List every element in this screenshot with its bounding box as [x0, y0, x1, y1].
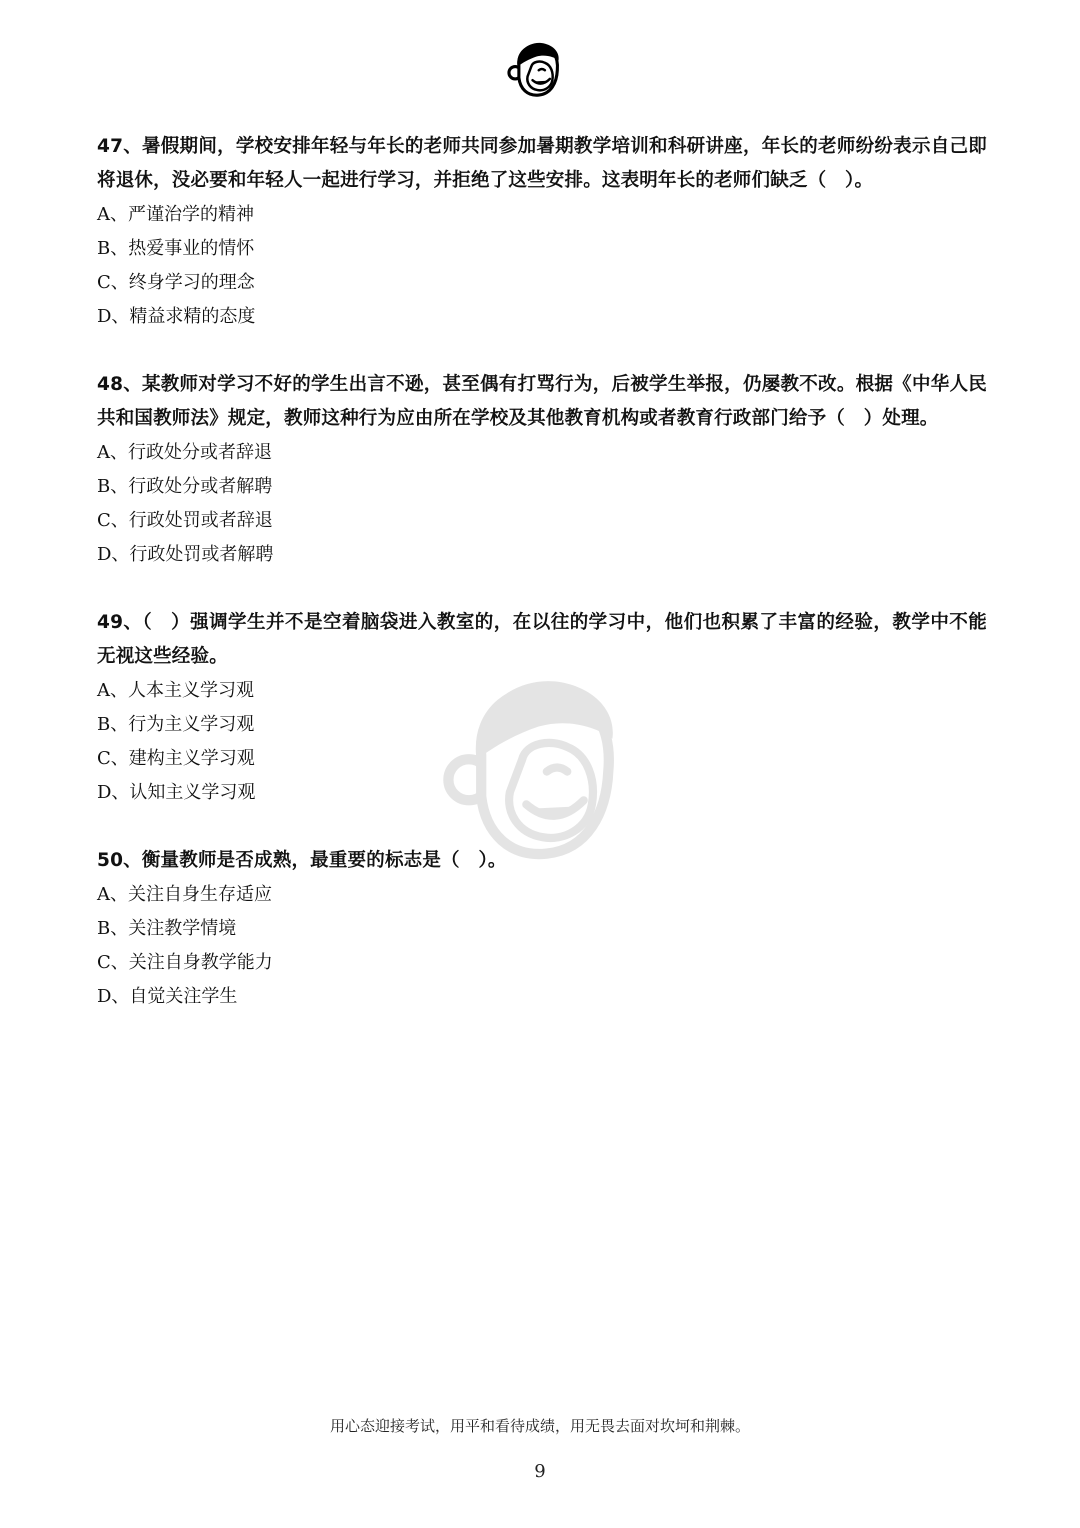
- options-list: [97, 198, 987, 334]
- question-48: [97, 368, 987, 572]
- footer-motto: 用心态迎接考试，用平和看待成绩，用无畏去面对坎坷和荆棘。: [329, 1417, 750, 1435]
- question-stem: 48、某教师对学习不好的学生出言不逊，甚至偶有打骂行为，后被学生举报，仍屡教不改。根据《中华人民共和国教师法》规定，教师这种行为应由所在学校及其他教育机构或者教育行政部门给予（ ）处理。: [97, 374, 987, 429]
- question-stem: 50、衡量教师是否成熟，最重要的标志是（ ）。: [97, 850, 507, 871]
- page-number: 9: [534, 1461, 546, 1482]
- option-a: A、关注自身生存适应: [97, 884, 272, 905]
- options-list: [97, 674, 987, 810]
- option-b: B、关注教学情境: [97, 918, 237, 939]
- option-c: C、行政处罚或者辞退: [97, 510, 273, 531]
- question-47: [97, 130, 987, 334]
- option-c: C、建构主义学习观: [97, 748, 255, 769]
- option-a: A、人本主义学习观: [97, 680, 254, 701]
- question-stem: 47、暑假期间，学校安排年轻与年长的老师共同参加暑期教学培训和科研讲座，年长的老师纷纷表示自己即将退休，没必要和年轻人一起进行学习，并拒绝了这些安排。这表明年长的老师们缺乏（ ）。: [97, 136, 987, 191]
- option-b: B、行为主义学习观: [97, 714, 255, 735]
- option-a: A、行政处分或者辞退: [97, 442, 272, 463]
- monkey-mascot-icon: [504, 38, 566, 100]
- question-50: [97, 844, 987, 1014]
- options-list: [97, 878, 987, 1014]
- option-d: D、自觉关注学生: [97, 986, 238, 1007]
- option-d: D、认知主义学习观: [97, 782, 256, 803]
- options-list: [97, 436, 987, 572]
- question-49: [97, 606, 987, 810]
- option-c: C、关注自身教学能力: [97, 952, 273, 973]
- option-b: B、热爱事业的情怀: [97, 238, 255, 259]
- option-d: D、精益求精的态度: [97, 306, 256, 327]
- option-c: C、终身学习的理念: [97, 272, 255, 293]
- option-a: A、严谨治学的精神: [97, 204, 254, 225]
- question-stem: 49、（ ）强调学生并不是空着脑袋进入教室的，在以往的学习中，他们也积累了丰富的经验，教学中不能无视这些经验。: [97, 612, 987, 667]
- option-b: B、行政处分或者解聘: [97, 476, 273, 497]
- option-d: D、行政处罚或者解聘: [97, 544, 274, 565]
